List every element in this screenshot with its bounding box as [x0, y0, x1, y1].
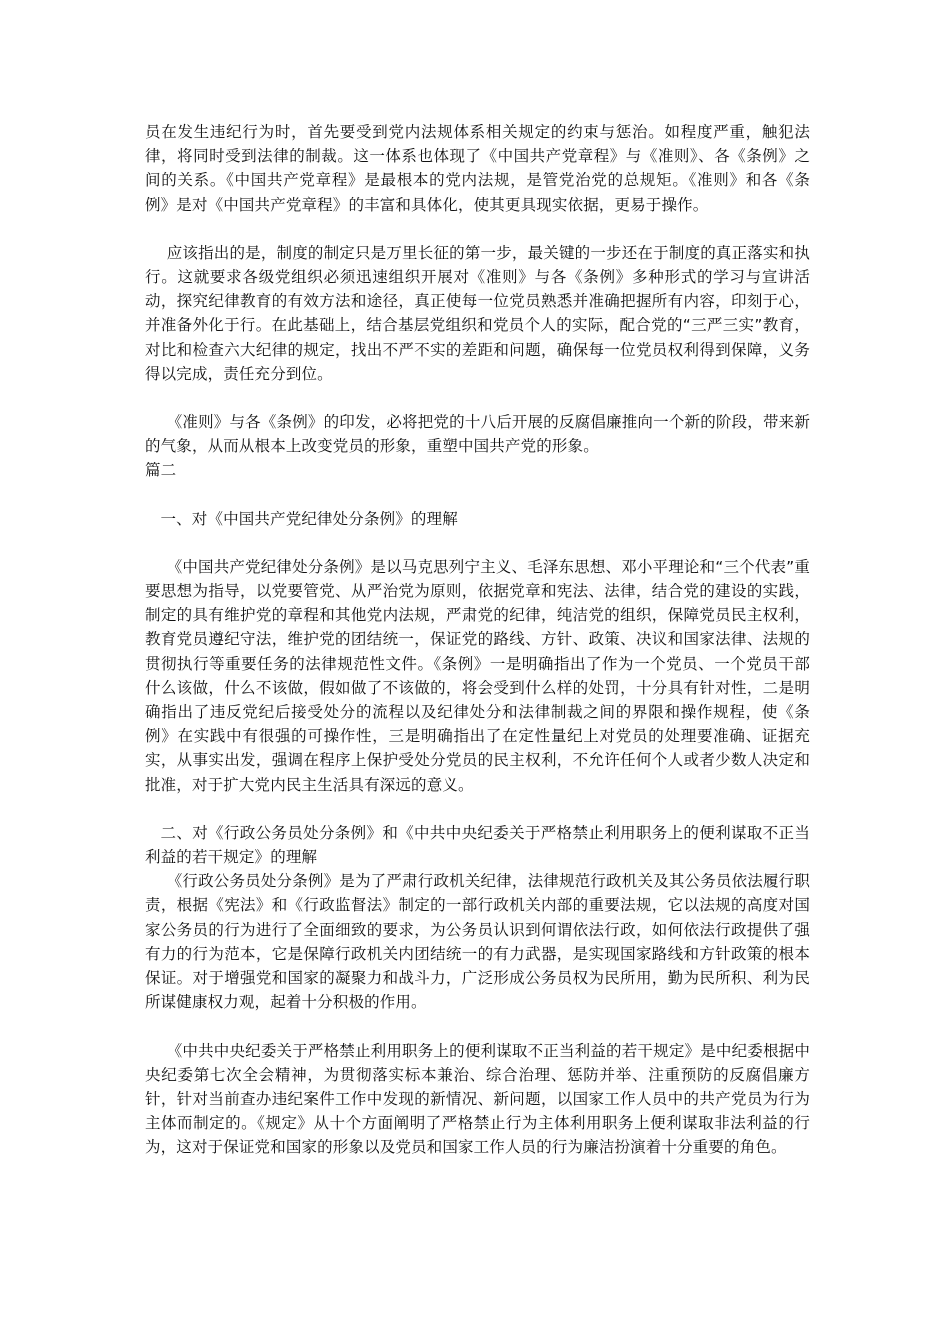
document-page [145, 120, 810, 1160]
section-label-pian-er: 篇二 [145, 461, 177, 480]
paragraph-gap [145, 386, 810, 410]
paragraph-continued: 员在发生违纪行为时，首先要受到党内法规体系相关规定的约束与惩治。如程度严重，触犯法律，将同时受到法律的制裁。这一体系也体现了《中国共产党章程》与《准则》、各《条例》之间的关系。《中国共产党章程》是最根本的党内法规，是管党治党的总规矩。《准则》和各《条例》是对《中国共产党章程》的丰富和具体化，使其更具现实依据，更易于操作。 [145, 123, 810, 214]
paragraph-conclusion: 《准则》与各《条例》的印发，必将把党的十八后开展的反腐倡廉推向一个新的阶段，带来新的气象，从而从根本上改变党员的形象，重塑中国共产党的形象。 [145, 413, 810, 456]
paragraph-gap [145, 797, 810, 821]
paragraph-gap [145, 531, 810, 555]
paragraph-discipline-regulation: 《中国共产党纪律处分条例》是以马克思列宁主义、毛泽东思想、邓小平理论和“三个代表”重要思想为指导，以党要管党、从严治党为原则，依据党章和宪法、法律，结合党的建设的实践，制定的具有维护党的章程和其他党内法规，严肃党的纪律，纯洁党的组织，保障党员民主权利，教育党员遵纪守法，维护党的团结统一，保证党的路线、方针、政策、决议和国家法律、法规的贯彻执行等重要任务的法律规范性文件。《条例》一是明确指出了作为一个党员、一个党员干部什么该做，什么不该做，假如做了不该做的，将会受到什么样的处罚，十分具有针对性，二是明确指出了违反党纪后接受处分的流程以及纪律处分和法律制裁之间的界限和操作规程，使《条例》在实践中有很强的可操作性，三是明确指出了在定性量纪上对党员的处理要准确、证据充实，从事实出发，强调在程序上保护受处分党员的民主权利，不允许任何个人或者少数人决定和批准，对于扩大党内民主生活具有深远的意义。 [145, 557, 810, 794]
paragraph-implementation: 应该指出的是，制度的制定只是万里长征的第一步，最关键的一步还在于制度的真正落实和执行。这就要求各级党组织必须迅速组织开展对《准则》与各《条例》多种形式的学习与宣讲活动，探究纪律教育的有效方法和途径，真正使每一位党员熟悉并准确把握所有内容，印刻于心，并准备外化于行。在此基础上，结合基层党组织和党员个人的实际，配合党的“三严三实”教育，对比和检查六大纪律的规定，找出不严不实的差距和问题，确保每一位党员权利得到保障，义务得以完成，责任充分到位。 [145, 243, 810, 383]
paragraph-ccdi-provisions: 《中共中央纪委关于严格禁止利用职务上的便利谋取不正当利益的若干规定》是中纪委根据中央纪委第七次全会精神，为贯彻落实标本兼治、综合治理、惩防并举、注重预防的反腐倡廉方针，针对当前查办违纪案件工作中发现的新情况、新问题，以国家工作人员中的共产党员为行为主体而制定的。《规定》从十个方面阐明了严格禁止行为主体利用职务上便利谋取非法利益的行为，这对于保证党和国家的形象以及党员和国家工作人员的行为廉洁扮演着十分重要的角色。 [145, 1041, 810, 1157]
section-heading-2: 二、对《行政公务员处分条例》和《中共中央纪委关于严格禁止利用职务上的便利谋取不正当利益的若干规定》的理解 [145, 823, 810, 867]
paragraph-civil-servant-regulation: 《行政公务员处分条例》是为了严肃行政机关纪律，法律规范行政机关及其公务员依法履行职责，根据《宪法》和《行政监督法》制定的一部行政机关内部的重要法规，它以法规的高度对国家公务员的行为进行了全面细致的要求，为公务员认识到何谓依法行政，如何依法行政提供了强有力的行为范本，它是保障行政机关内团结统一的有力武器，是实现国家路线和方针政策的根本保证。对于增强党和国家的凝聚力和战斗力，广泛形成公务员权为民所用，勤为民所积、利为民所谋健康权力观，起着十分积极的作用。 [145, 872, 810, 1012]
paragraph-gap [145, 483, 810, 507]
section-heading-1: 一、对《中国共产党纪律处分条例》的理解 [160, 509, 458, 528]
paragraph-gap [145, 1015, 810, 1039]
paragraph-gap [145, 217, 810, 241]
